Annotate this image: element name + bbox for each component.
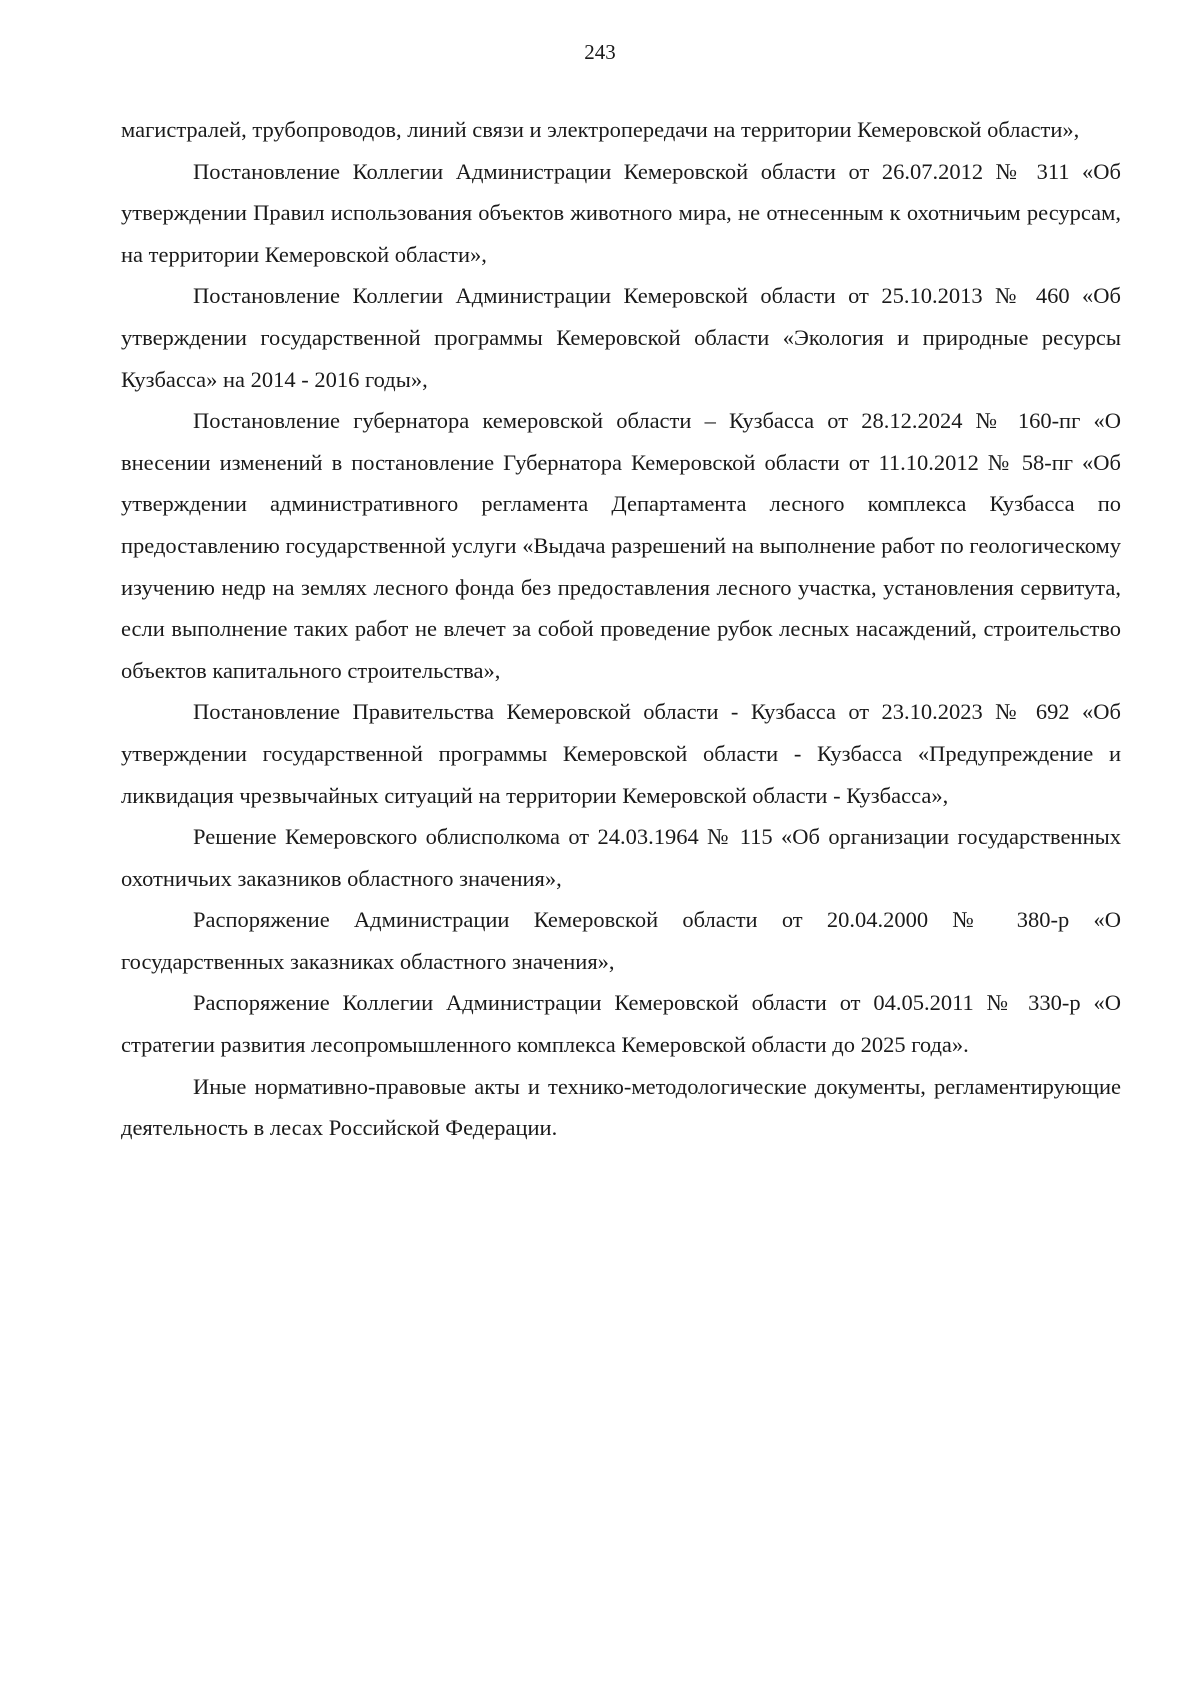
document-body: [121, 109, 1121, 1149]
paragraph-legal-act: Решение Кемеровского облисполкома от 24.03.1964 № 115 «Об организации государственных охотничьих заказников областного значения»,: [121, 824, 1121, 891]
paragraph-legal-act: Постановление губернатора кемеровской области – Кузбасса от 28.12.2024 № 160-пг «О внесении изменений в постановление Губернатора Кемеровской области от 11.10.2012 № 58-пг «Об утверждении административного регламента Департамента лесного комплекса Кузбасса по предоставлению государственной услуги «Выдача разрешений на выполнение работ по геологическому изучению недр на землях лесного фонда без предоставления лесного участка, установления сервитута, если выполнение таких работ не влечет за собой проведение рубок лесных насаждений, строительство объектов капитального строительства»,: [121, 408, 1121, 683]
page-number: 243: [584, 40, 616, 64]
paragraph-legal-act: Постановление Коллегии Администрации Кемеровской области от 26.07.2012 № 311 «Об утверждении Правил использования объектов животного мира, не отнесенным к охотничьим ресурсам, на территории Кемеровской области»,: [121, 158, 1121, 267]
paragraph-continuation: магистралей, трубопроводов, линий связи и электропередачи на территории Кемеровской области»,: [121, 117, 1080, 142]
paragraph-legal-act: Постановление Коллегии Администрации Кемеровской области от 25.10.2013 № 460 «Об утверждении государственной программы Кемеровской области «Экология и природные ресурсы Кузбасса» на 2014 - 2016 годы»,: [121, 283, 1121, 392]
paragraph-legal-act: Постановление Правительства Кемеровской области - Кузбасса от 23.10.2023 № 692 «Об утверждении государственной программы Кемеровской области - Кузбасса «Предупреждение и ликвидация чрезвычайных ситуаций на территории Кемеровской области - Кузбасса»,: [121, 699, 1121, 808]
paragraph-legal-act: Распоряжение Коллегии Администрации Кемеровской области от 04.05.2011 № 330-р «О стратегии развития лесопромышленного комплекса Кемеровской области до 2025 года».: [121, 990, 1121, 1058]
paragraph-legal-act: Распоряжение Администрации Кемеровской области от 20.04.2000 № 380-р «О государственных заказниках областного значения»,: [121, 907, 1121, 974]
paragraph-other-documents: Иные нормативно-правовые акты и технико-методологические документы, регламентирующие деятельность в лесах Российской Федерации.: [121, 1073, 1121, 1141]
